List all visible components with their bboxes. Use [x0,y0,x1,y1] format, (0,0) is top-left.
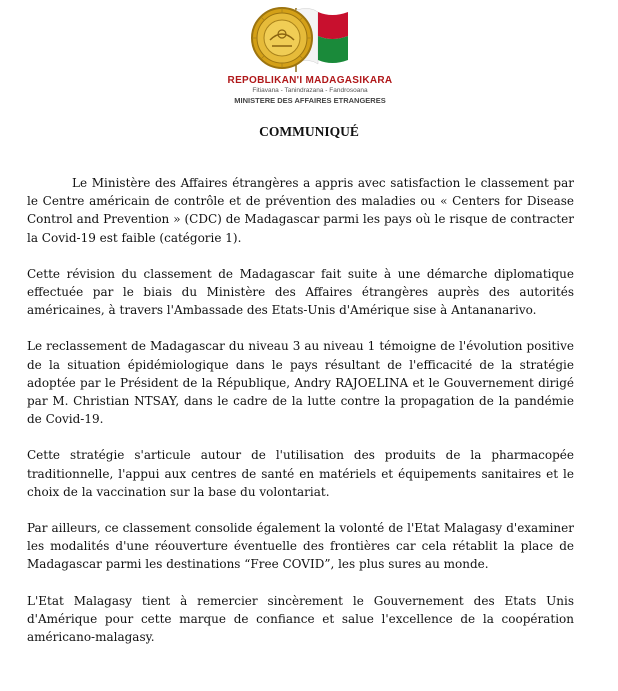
madagascar-seal-and-flag-icon [244,2,354,77]
paragraph-4: Cette stratégie s'articule autour de l'utilisation des produits de la pharmacopée traditionnelle, l'appui aux centres de santé en matériels et équipements sanitaires et le choix de la vaccination sur la base du volontariat. [27,448,574,499]
national-motto: Fitiavana - Tanindrazana - Fandrosoana [252,87,368,94]
paragraph-3: Le reclassement de Madagascar du niveau 3 au niveau 1 témoigne de l'évolution positive de la situation épidémiologique dans le pays résultant de l'efficacité de la stratégie adoptée par le Président de la République, Andry RAJOELINA et le Gouvernement dirigé par M. Christian NTSAY, dans le cadre de la lutte contre la propagation de la pandémie de Covid-19. [27,339,574,427]
document-body [27,174,574,664]
republic-name: REPOBLIKAN'I MADAGASIKARA [227,75,393,86]
ministry-name: MINISTERE DES AFFAIRES ETRANGERES [234,96,386,105]
paragraph-1: Le Ministère des Affaires étrangères a appris avec satisfaction le classement par le Centre américain de contrôle et de prévention des maladies ou « Centers for Disease Control and Prevention » (CDC) de Madagascar parmi les pays où le risque de contracter la Covid-19 est faible (catégorie 1). [27,176,574,245]
paragraph-6: L'Etat Malagasy tient à remercier sincèrement le Gouvernement des Etats Unis d'Amérique pour cette marque de confiance et salue l'excellence de la coopération américano-malagasy. [27,593,574,645]
paragraph-2: Cette révision du classement de Madagascar fait suite à une démarche diplomatique effectuée par le biais du Ministère des Affaires étrangères auprès des autorités américaines, à travers l'Ambassade des Etats-Unis d'Amérique sise à Antananarivo. [27,266,574,318]
paragraph-5: Par ailleurs, ce classement consolide également la volonté de l'Etat Malagasy d'examiner les modalités d'une réouverture éventuelle des frontières car cela rétablit la place de Madagascar parmi les destinations “Free COVID”, les plus sures au monde. [27,521,574,572]
letterhead [200,2,420,112]
document-title: COMMUNIQUÉ [259,124,359,139]
